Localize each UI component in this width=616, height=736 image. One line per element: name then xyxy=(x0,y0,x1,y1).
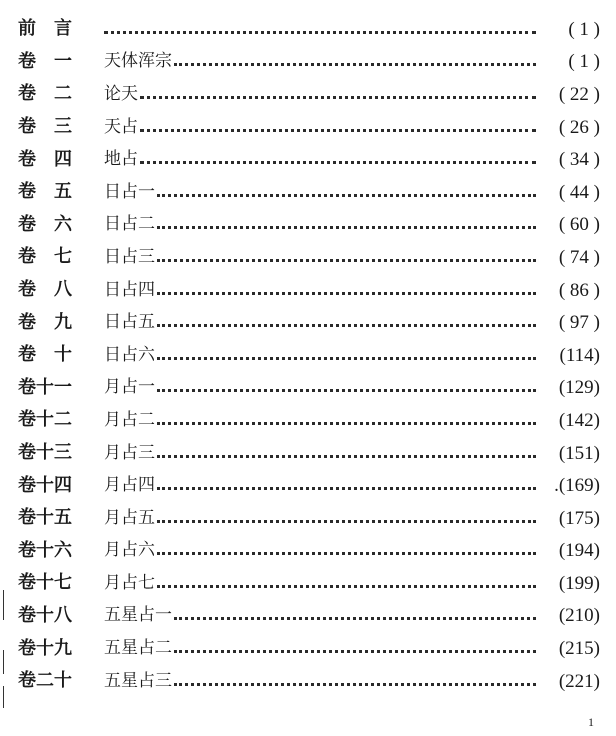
toc-entry xyxy=(18,665,600,698)
page-reference: (114) xyxy=(559,344,600,366)
volume-label xyxy=(18,444,104,462)
volume-label-prefix: 卷二十 xyxy=(18,670,72,692)
dot-leader xyxy=(157,343,536,360)
margin-mark xyxy=(3,650,4,674)
chapter-title: 日占六 xyxy=(104,344,155,365)
volume-label-number: 五 xyxy=(54,181,72,203)
dot-leader xyxy=(157,473,536,490)
volume-label xyxy=(18,183,104,201)
page-reference: ( 44 ) xyxy=(558,181,600,203)
volume-label-prefix: 卷 xyxy=(18,213,36,235)
volume-label-prefix: 卷 xyxy=(18,279,36,301)
volume-label xyxy=(18,637,104,659)
chapter-title: 日占五 xyxy=(104,312,155,333)
volume-label xyxy=(18,604,104,626)
volume-label-prefix: 卷十二 xyxy=(18,409,72,431)
volume-label xyxy=(18,574,104,592)
chapter-title: 月占五 xyxy=(104,507,155,528)
dot-leader xyxy=(157,408,536,425)
dot-leader xyxy=(157,180,536,197)
volume-label-prefix: 卷十五 xyxy=(18,507,72,529)
chapter-title: 天占 xyxy=(104,116,138,137)
toc-entry xyxy=(18,632,600,665)
page-reference: (194) xyxy=(558,540,600,562)
dot-leader xyxy=(157,278,536,295)
chapter-title: 日占四 xyxy=(104,279,155,300)
chapter-title: 日占二 xyxy=(104,214,155,235)
dot-leader xyxy=(157,375,536,392)
volume-label-number: 十 xyxy=(54,344,72,366)
page-reference: (129) xyxy=(558,377,600,399)
chapter-title: 日占三 xyxy=(104,246,155,267)
volume-label xyxy=(18,248,104,266)
page-number: 1 xyxy=(588,715,594,729)
volume-label-prefix: 卷 xyxy=(18,181,36,203)
volume-label-number: 一 xyxy=(54,50,72,72)
page-reference: ( 1 ) xyxy=(568,51,600,73)
volume-label-number: 九 xyxy=(54,311,72,333)
page-reference: (210) xyxy=(558,605,600,627)
volume-label xyxy=(18,411,104,429)
page-reference: (221) xyxy=(558,670,600,692)
dot-leader xyxy=(174,603,536,620)
volume-label xyxy=(18,148,104,170)
dot-leader xyxy=(157,245,536,262)
dot-leader xyxy=(157,212,536,229)
dot-leader xyxy=(140,82,536,99)
toc-entry xyxy=(18,404,600,437)
margin-mark xyxy=(3,590,4,620)
chapter-title: 地占 xyxy=(104,149,138,170)
volume-label-prefix: 卷 xyxy=(18,246,36,268)
volume-label-prefix: 卷十七 xyxy=(18,572,72,594)
chapter-title: 五星占二 xyxy=(104,638,172,659)
page-reference: ( 86 ) xyxy=(558,279,600,301)
toc-entry xyxy=(18,241,600,274)
volume-label-prefix: 卷 xyxy=(18,116,36,138)
toc-entry xyxy=(18,46,600,79)
volume-label-prefix: 卷十四 xyxy=(18,474,72,496)
toc-entry xyxy=(18,13,600,46)
toc-entry xyxy=(18,437,600,470)
volume-label xyxy=(18,118,104,136)
volume-label-prefix: 卷 xyxy=(18,148,36,170)
volume-label xyxy=(18,311,104,333)
volume-label xyxy=(18,474,104,496)
page-reference: (199) xyxy=(558,572,600,594)
dot-leader xyxy=(157,310,536,327)
page-reference: ( 97 ) xyxy=(558,312,600,334)
volume-label-prefix: 卷十九 xyxy=(18,637,72,659)
dot-leader xyxy=(140,147,536,164)
toc-entry xyxy=(18,502,600,535)
volume-label xyxy=(18,346,104,364)
volume-label-prefix: 卷十一 xyxy=(18,376,72,398)
chapter-title: 天体浑宗 xyxy=(104,51,172,72)
toc-entry xyxy=(18,111,600,144)
chapter-title: 日占一 xyxy=(104,181,155,202)
volume-label-prefix: 卷十三 xyxy=(18,442,72,464)
page-reference: ( 60 ) xyxy=(558,214,600,236)
dot-leader xyxy=(157,571,536,588)
page-reference: .(169) xyxy=(554,475,600,497)
toc-entry xyxy=(18,143,600,176)
dot-leader xyxy=(157,441,536,458)
volume-label xyxy=(18,50,104,72)
volume-label-number: 八 xyxy=(54,279,72,301)
volume-label-prefix: 卷 xyxy=(18,344,36,366)
volume-label-number: 二 xyxy=(54,83,72,105)
page-reference: (151) xyxy=(558,442,600,464)
volume-label-number: 言 xyxy=(54,18,72,40)
page-reference: (175) xyxy=(558,507,600,529)
page-reference: ( 34 ) xyxy=(558,149,600,171)
toc-entry xyxy=(18,274,600,307)
toc-entry xyxy=(18,209,600,242)
toc-entry xyxy=(18,600,600,633)
volume-label-prefix: 卷十六 xyxy=(18,539,72,561)
chapter-title: 五星占三 xyxy=(104,670,172,691)
chapter-title: 月占四 xyxy=(104,475,155,496)
volume-label xyxy=(18,213,104,235)
toc-entry xyxy=(18,469,600,502)
volume-label-number: 六 xyxy=(54,213,72,235)
dot-leader xyxy=(174,669,536,686)
dot-leader xyxy=(104,17,536,34)
toc-entry xyxy=(18,78,600,111)
chapter-title: 论天 xyxy=(104,83,138,104)
volume-label-prefix: 卷 xyxy=(18,83,36,105)
dot-leader xyxy=(157,538,536,555)
page-reference: ( 26 ) xyxy=(558,116,600,138)
chapter-title: 月占六 xyxy=(104,540,155,561)
dot-leader xyxy=(174,49,536,66)
volume-label-prefix: 前 xyxy=(18,18,36,40)
page-reference: (215) xyxy=(558,638,600,660)
volume-label xyxy=(18,376,104,398)
toc-entry xyxy=(18,339,600,372)
volume-label xyxy=(18,509,104,527)
volume-label-number: 四 xyxy=(54,148,72,170)
toc-entry xyxy=(18,535,600,568)
table-of-contents xyxy=(18,13,600,697)
chapter-title: 月占三 xyxy=(104,442,155,463)
volume-label-number: 三 xyxy=(54,116,72,138)
volume-label xyxy=(18,85,104,103)
volume-label xyxy=(18,672,104,690)
chapter-title: 月占一 xyxy=(104,377,155,398)
toc-entry xyxy=(18,306,600,339)
page-reference: ( 22 ) xyxy=(558,83,600,105)
page-reference: (142) xyxy=(558,409,600,431)
margin-mark xyxy=(3,686,4,708)
page-reference: ( 1 ) xyxy=(568,18,600,40)
dot-leader xyxy=(140,115,536,132)
volume-label-prefix: 卷十八 xyxy=(18,604,72,626)
chapter-title: 五星占一 xyxy=(104,605,172,626)
toc-entry xyxy=(18,567,600,600)
dot-leader xyxy=(174,636,536,653)
toc-entry xyxy=(18,372,600,405)
volume-label-prefix: 卷 xyxy=(18,311,36,333)
chapter-title: 月占二 xyxy=(104,409,155,430)
volume-label-number: 七 xyxy=(54,246,72,268)
volume-label-prefix: 卷 xyxy=(18,50,36,72)
volume-label xyxy=(18,281,104,299)
chapter-title: 月占七 xyxy=(104,572,155,593)
volume-label xyxy=(18,539,104,561)
volume-label xyxy=(18,20,104,38)
dot-leader xyxy=(157,506,536,523)
toc-entry xyxy=(18,176,600,209)
page-reference: ( 74 ) xyxy=(558,246,600,268)
